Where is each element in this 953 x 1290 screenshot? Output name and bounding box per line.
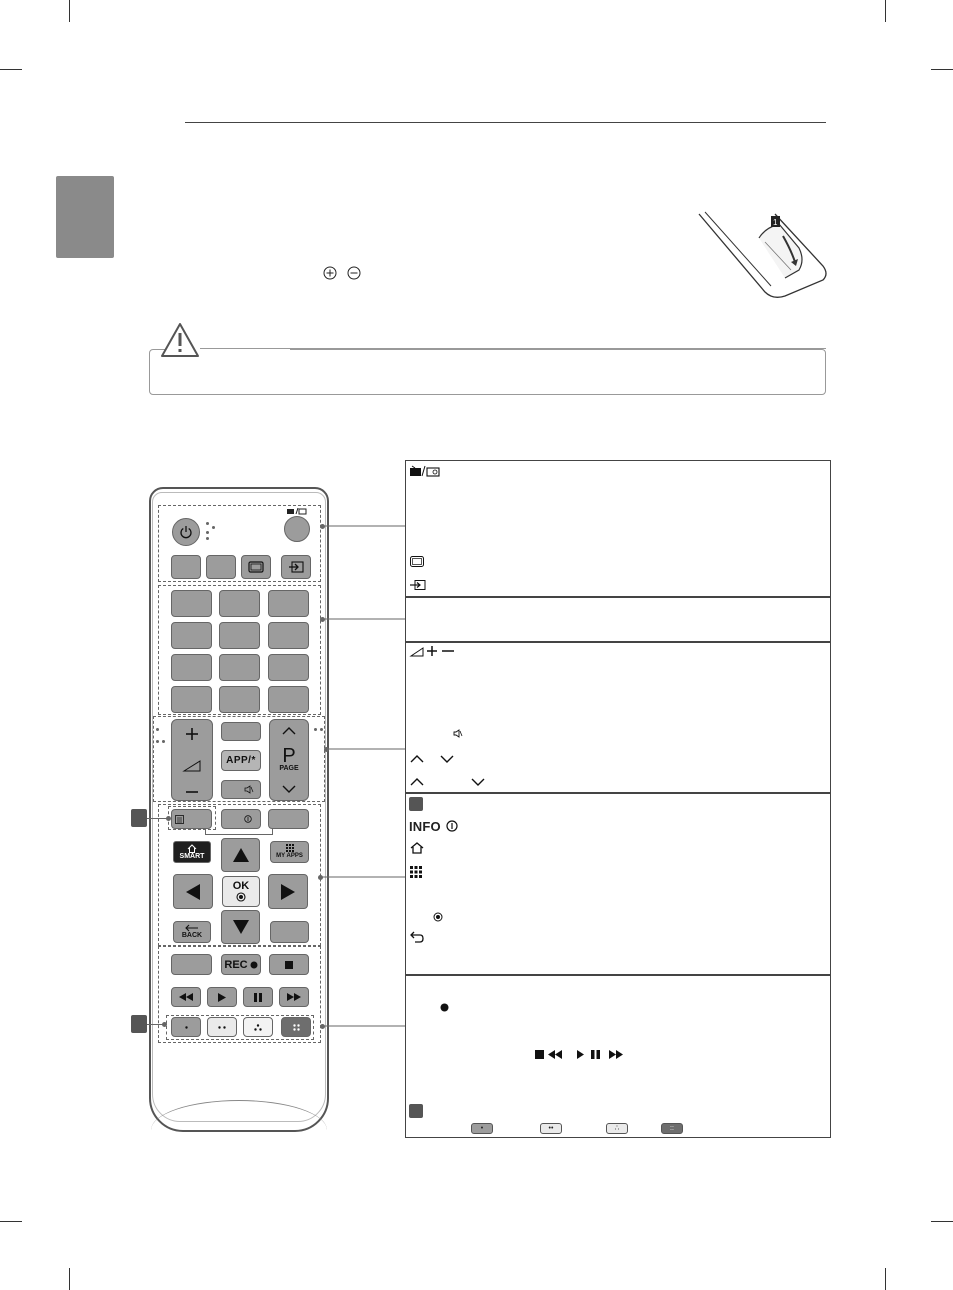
stop-icon xyxy=(535,1050,544,1059)
mute-icon xyxy=(453,729,462,738)
info-label: INFO xyxy=(409,819,441,834)
ratio-icon xyxy=(410,556,424,567)
blue-key-mini: :: xyxy=(661,1123,683,1134)
smart-label: SMART xyxy=(179,852,205,860)
button-description-panel xyxy=(405,460,831,1138)
pause-icon xyxy=(591,1050,595,1059)
channel-up-icon xyxy=(410,755,424,763)
rec-dot-icon xyxy=(440,1003,449,1012)
channel-down-icon xyxy=(440,755,454,763)
page-up-icon xyxy=(410,778,424,786)
back-label: BACK xyxy=(181,932,203,939)
red-key-mini: • xyxy=(471,1123,493,1134)
home-icon xyxy=(410,842,424,854)
callout-marker-2 xyxy=(409,1104,423,1118)
fast-forward-icon xyxy=(609,1050,623,1059)
ok-icon xyxy=(433,912,443,922)
my-apps-label: MY APPS xyxy=(276,853,303,859)
rec-label: REC xyxy=(224,958,248,971)
back-icon xyxy=(410,931,424,943)
page-down-icon xyxy=(471,778,485,786)
playback-icons xyxy=(535,1049,625,1060)
yellow-key-mini: ∴ xyxy=(606,1123,628,1134)
app-label: APP/* xyxy=(226,755,256,766)
my-apps-icon xyxy=(410,866,422,878)
rewind-icon xyxy=(548,1050,562,1059)
volume-icon xyxy=(410,645,456,657)
p-label: P xyxy=(282,745,296,767)
play-icon xyxy=(577,1050,584,1059)
callout-marker-1 xyxy=(409,797,423,811)
info-icon xyxy=(446,820,458,832)
input-icon xyxy=(410,580,426,590)
tv-radio-icon xyxy=(409,465,441,477)
ok-label: OK xyxy=(232,880,250,892)
svg-text:1: 1 xyxy=(773,218,778,227)
green-key-mini: •• xyxy=(540,1123,562,1134)
page-label: PAGE xyxy=(279,765,299,772)
